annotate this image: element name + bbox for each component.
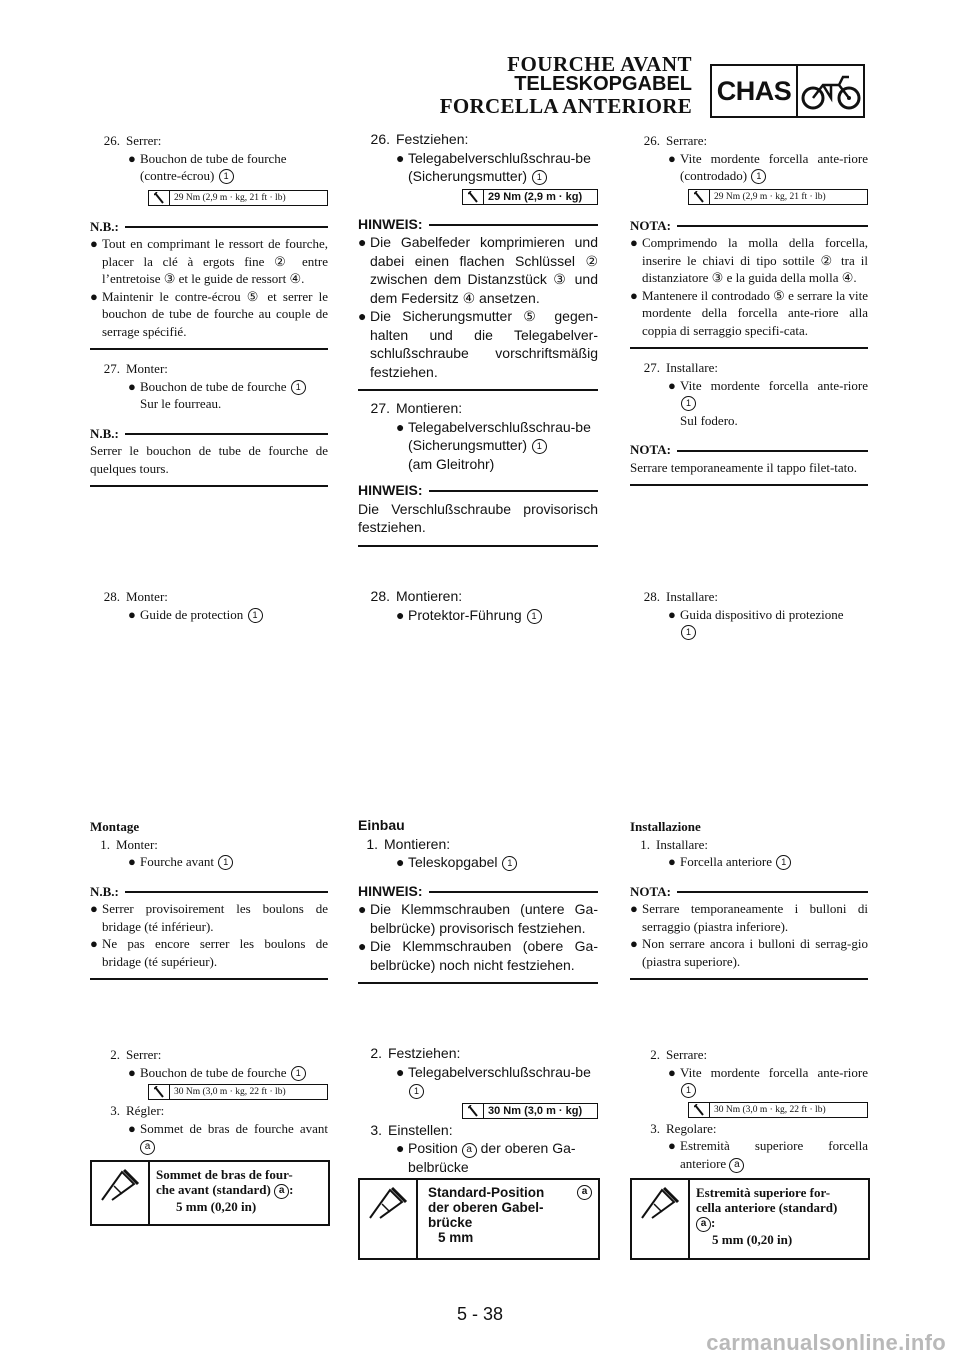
chapter-badge (710, 64, 865, 118)
ref-marker-1: 1 (248, 608, 263, 623)
step-title: Regolare: (666, 1120, 717, 1136)
bullet-text: Position (408, 1140, 458, 1156)
step-title: Monter: (126, 361, 168, 376)
step-title: Montieren: (396, 588, 463, 604)
ref-marker-a: a (274, 1184, 289, 1199)
step-title: Festziehen: (388, 1045, 461, 1061)
ref-marker-1: 1 (681, 625, 696, 640)
section-heading: Einbau (358, 817, 405, 833)
step-number: 26. (103, 133, 120, 148)
ref-marker-1: 1 (502, 856, 517, 871)
spec-box-fr: Sommet de bras de four- che avant (standard) a : 5 mm (0,20 in) (90, 1160, 330, 1226)
column-fr (90, 132, 328, 487)
column-de (358, 130, 598, 547)
ref-marker-1: 1 (291, 380, 306, 395)
header-line-fr: FOURCHE AVANT (507, 52, 692, 76)
bullet-icon: ● (396, 1140, 405, 1156)
torque-spec (688, 189, 868, 205)
note-text: Die Gabelfeder komprimieren und dabei einen flachen Schlüssel ② zwischen dem Distanzstück ③ und dem Federsitz ④ ansetzen. (370, 234, 598, 306)
motorcycle-icon (798, 66, 863, 116)
spec-box-de (358, 1178, 600, 1260)
spec-line: che avant (standard) (156, 1182, 271, 1197)
step-title: Serrare: (666, 1047, 708, 1062)
spec-line: brücke (428, 1215, 473, 1230)
note-label: HINWEIS: (358, 882, 423, 899)
ref-marker-1: 1 (291, 1066, 306, 1081)
torque-value: 29 Nm (2,9 m · kg, 21 ft · lb) (174, 192, 286, 203)
bullet-subtext: (am Gleitrohr) (408, 455, 495, 472)
installazione-it (630, 818, 868, 980)
ref-marker-1: 1 (532, 439, 547, 454)
ref-marker-1: 1 (776, 855, 791, 870)
step-title: Serrer: (126, 133, 162, 148)
einbau-de (358, 816, 598, 984)
step-title: Montieren: (396, 400, 463, 416)
bullet-icon: ● (90, 936, 98, 951)
chapter-badge-label: CHAS (712, 66, 798, 116)
bullet-icon: ● (128, 378, 136, 394)
step-title: Monter: (126, 589, 168, 604)
torque-spec (688, 1102, 868, 1118)
torque-spec (148, 190, 328, 206)
note-text: Serrer le bouchon de tube de fourche de quelques tours. (90, 443, 328, 476)
spec-value: 5 mm (0,20 in) (176, 1199, 257, 1214)
bullet-text: Bouchon de tube de fourche (contre-écrou) (140, 150, 287, 183)
torque-wrench-icon (689, 190, 710, 204)
caliper-icon (360, 1180, 418, 1258)
bullet-icon: ● (128, 854, 136, 869)
step-number: 1. (366, 835, 378, 852)
bullet-text: Teleskopgabel (408, 854, 498, 870)
step-number: 27. (370, 400, 390, 416)
spec-line: cella anteriore (standard) (696, 1200, 838, 1215)
note-text: Die Sicherungsmutter ⑤ gegen-halten und die Telegabelver-schlußschraube vorschriftsmäßig festziehen. (370, 308, 598, 380)
torque-value: 30 Nm (3,0 m · kg) (488, 1104, 583, 1117)
bullet-icon: ● (358, 901, 367, 917)
bullet-text: Bouchon de tube de fourche (140, 378, 287, 394)
step-number: 28. (370, 588, 390, 604)
bullet-icon: ● (630, 901, 638, 916)
step-number: 2. (650, 1047, 660, 1062)
bullet-text: Sommet de bras de fourche avant (140, 1120, 328, 1136)
bullet-text: Vite mordente forcella ante-riore (680, 1064, 868, 1080)
bullet-text: Vite mordente forcella ante-riore (controdado) (680, 150, 868, 183)
bullet-text-cont: der oberen Ga-belbrücke (408, 1140, 576, 1175)
step-number: 3. (650, 1120, 660, 1136)
caliper-icon (92, 1162, 150, 1224)
caliper-icon (632, 1180, 690, 1258)
step-28-fr (90, 588, 328, 623)
ref-marker-a: a (462, 1143, 477, 1158)
watermark: carmanualsonline.info (706, 1330, 946, 1355)
step-title: Installare: (666, 589, 718, 604)
bullet-text: Bouchon de tube de fourche (140, 1064, 287, 1080)
torque-wrench-icon (463, 190, 484, 204)
step-title: Installare: (656, 836, 708, 852)
step-number: 1. (640, 836, 650, 852)
note-label: N.B.: (90, 883, 119, 899)
bullet-icon: ● (358, 234, 367, 250)
torque-value: 29 Nm (2,9 m · kg, 21 ft · lb) (714, 191, 826, 202)
torque-spec (148, 1084, 328, 1100)
spec-line: der oberen Gabel- (428, 1200, 544, 1215)
section-heading: Installazione (630, 819, 701, 834)
note-text: Die Klemmschrauben (untere Ga-belbrücke) provisorisch festziehen. (370, 901, 598, 936)
bullet-text: Fourche avant (140, 854, 215, 869)
torque-value: 29 Nm (2,9 m · kg) (488, 190, 583, 203)
step-title: Einstellen: (388, 1121, 453, 1138)
step-number: 28. (103, 589, 120, 604)
torque-value: 30 Nm (3,0 m · kg, 22 ft · lb) (714, 1104, 826, 1115)
steps-2-3-de (358, 1044, 598, 1177)
page-number: 5 - 38 (456, 1304, 504, 1324)
bullet-text: Telegabelverschlußschrau-be (Sicherungsmutter) (408, 418, 591, 453)
step-number: 3. (370, 1121, 382, 1138)
bullet-icon: ● (90, 288, 98, 304)
bullet-icon: ● (358, 308, 367, 324)
bullet-icon: ● (128, 150, 136, 166)
ref-marker-a: a (729, 1158, 744, 1173)
note-text: Comprimendo la molla della forcella, inserire le chiavi di tipo sottile ② tra il distanziatore ③ e la guida della molla ④. (642, 235, 868, 285)
torque-wrench-icon (689, 1103, 710, 1117)
bullet-icon: ● (668, 1138, 676, 1153)
spec-box-it: Estremità superiore for- cella anteriore (standard) a : 5 mm (0,20 in) (630, 1178, 870, 1260)
ref-marker-1: 1 (681, 396, 696, 411)
bullet-icon: ● (128, 1120, 136, 1136)
step-number: 26. (370, 131, 390, 147)
ref-marker-a: a (577, 1185, 592, 1200)
ref-marker-1: 1 (751, 169, 766, 184)
note-label: HINWEIS: (358, 482, 423, 498)
step-title: Montieren: (384, 835, 451, 852)
step-title: Monter: (116, 836, 158, 852)
bullet-text: Telegabelverschlußschrau-be (408, 1063, 591, 1080)
step-title: Serrer: (126, 1047, 162, 1062)
note-text: Ne pas encore serrer les boulons de bridage (té supérieur). (102, 936, 328, 969)
ref-marker-a: a (140, 1140, 155, 1155)
step-28-de (358, 587, 598, 624)
note-label: N.B.: (90, 218, 119, 234)
bullet-icon: ● (630, 936, 638, 951)
note-text: Tout en comprimant le ressort de fourche, placer la clé à ergots fine ② entre l’entretoise ③ et le guide de ressort ④. (102, 236, 328, 286)
montage-fr (90, 818, 328, 980)
step-number: 2. (370, 1045, 382, 1061)
note-label: NOTA: (630, 883, 671, 899)
note-label: NOTA: (630, 217, 671, 233)
bullet-icon: ● (668, 606, 676, 622)
bullet-icon: ● (90, 236, 98, 251)
spec-value: 5 mm (0,20 in) (712, 1232, 793, 1247)
note-text: Serrare temporaneamente i bulloni di serraggio (piastra inferiore). (642, 901, 868, 934)
steps-2-3-it (630, 1046, 868, 1173)
bullet-subtext: Sur le fourreau. (140, 396, 222, 411)
step-28-it (630, 588, 868, 641)
column-it (630, 132, 868, 486)
spec-value: 5 mm (438, 1230, 474, 1245)
section-heading: Montage (90, 819, 140, 834)
note-text: Mantenere il controdado ⑤ e serrare la vite mordente della forcella ante-riore alla coppia di serraggio specifi-cata. (642, 287, 868, 338)
note-text: Non serrare ancora i bulloni di serrag-gio (piastra superiore). (642, 936, 868, 969)
step-number: 3. (110, 1103, 120, 1118)
bullet-text: Forcella anteriore (680, 854, 773, 869)
step-number: 27. (643, 360, 660, 375)
bullet-icon: ● (668, 377, 676, 393)
note-label: HINWEIS: (358, 215, 423, 232)
bullet-icon: ● (630, 235, 638, 250)
step-title: Installare: (666, 360, 718, 375)
note-text: Serrare temporaneamente il tappo filet-tato. (630, 459, 858, 475)
step-number: 26. (643, 133, 660, 148)
ref-marker-1: 1 (218, 855, 233, 870)
note-label: NOTA: (630, 442, 671, 457)
bullet-icon: ● (128, 606, 136, 622)
spec-line: Standard-Position (428, 1185, 545, 1200)
ref-marker-1: 1 (219, 169, 234, 184)
bullet-text: Guida dispositivo di protezione (680, 606, 844, 622)
bullet-icon: ● (90, 901, 98, 916)
ref-marker-1: 1 (527, 609, 542, 624)
bullet-icon: ● (668, 854, 676, 869)
step-number: 1. (100, 836, 110, 852)
bullet-icon: ● (396, 149, 405, 166)
torque-spec (462, 1103, 598, 1119)
bullet-icon: ● (668, 1064, 676, 1080)
bullet-icon: ● (128, 1064, 136, 1080)
torque-wrench-icon (149, 1085, 170, 1099)
bullet-text: Guide de protection (140, 606, 244, 622)
steps-2-3-fr (90, 1046, 328, 1155)
ref-marker-1: 1 (409, 1084, 424, 1099)
ref-marker-a: a (696, 1217, 711, 1232)
step-title: Serrare: (666, 133, 708, 148)
note-text: Die Klemmschrauben (obere Ga-belbrücke) noch nicht festziehen. (370, 938, 598, 973)
note-text: Maintenir le contre-écrou ⑤ et serrer le bouchon de tube de fourche au couple de serrage spécifié. (102, 288, 328, 339)
step-number: 27. (103, 361, 120, 376)
bullet-icon: ● (630, 287, 638, 303)
bullet-icon: ● (396, 418, 405, 435)
bullet-icon: ● (358, 938, 367, 954)
note-text: Serrer provisoirement les boulons de bridage (té inférieur). (102, 901, 328, 934)
step-number: 2. (110, 1047, 120, 1062)
header-line-de: TELESKOPGABEL (514, 73, 692, 95)
note-text: Die Verschlußschraube provisorisch festziehen. (358, 500, 598, 535)
torque-spec (462, 189, 598, 205)
bullet-text: Telegabelverschlußschrau-be (Sicherungsmutter) (408, 149, 591, 184)
bullet-text: Protektor-Führung (408, 606, 522, 623)
step-number: 28. (643, 589, 660, 604)
spec-line: Sommet de bras de four- (156, 1167, 293, 1182)
header-line-it: FORCELLA ANTERIORE (439, 94, 692, 118)
torque-wrench-icon (149, 191, 170, 205)
ref-marker-1: 1 (681, 1083, 696, 1098)
ref-marker-1: 1 (532, 170, 547, 185)
bullet-subtext: Sul fodero. (680, 412, 738, 428)
bullet-icon: ● (668, 150, 676, 166)
torque-wrench-icon (463, 1104, 484, 1118)
torque-value: 30 Nm (3,0 m · kg, 22 ft · lb) (174, 1087, 286, 1097)
bullet-icon: ● (396, 1063, 405, 1080)
bullet-text: Vite mordente forcella ante-riore (680, 377, 868, 393)
spec-line: Estremità superiore for- (696, 1185, 831, 1200)
bullet-text: Estremità superiore forcella anteriore (680, 1138, 868, 1171)
bullet-icon: ● (396, 606, 405, 623)
bullet-icon: ● (396, 854, 405, 870)
step-title: Régler: (126, 1103, 165, 1118)
note-label: N.B.: (90, 425, 119, 441)
step-title: Festziehen: (396, 131, 469, 147)
